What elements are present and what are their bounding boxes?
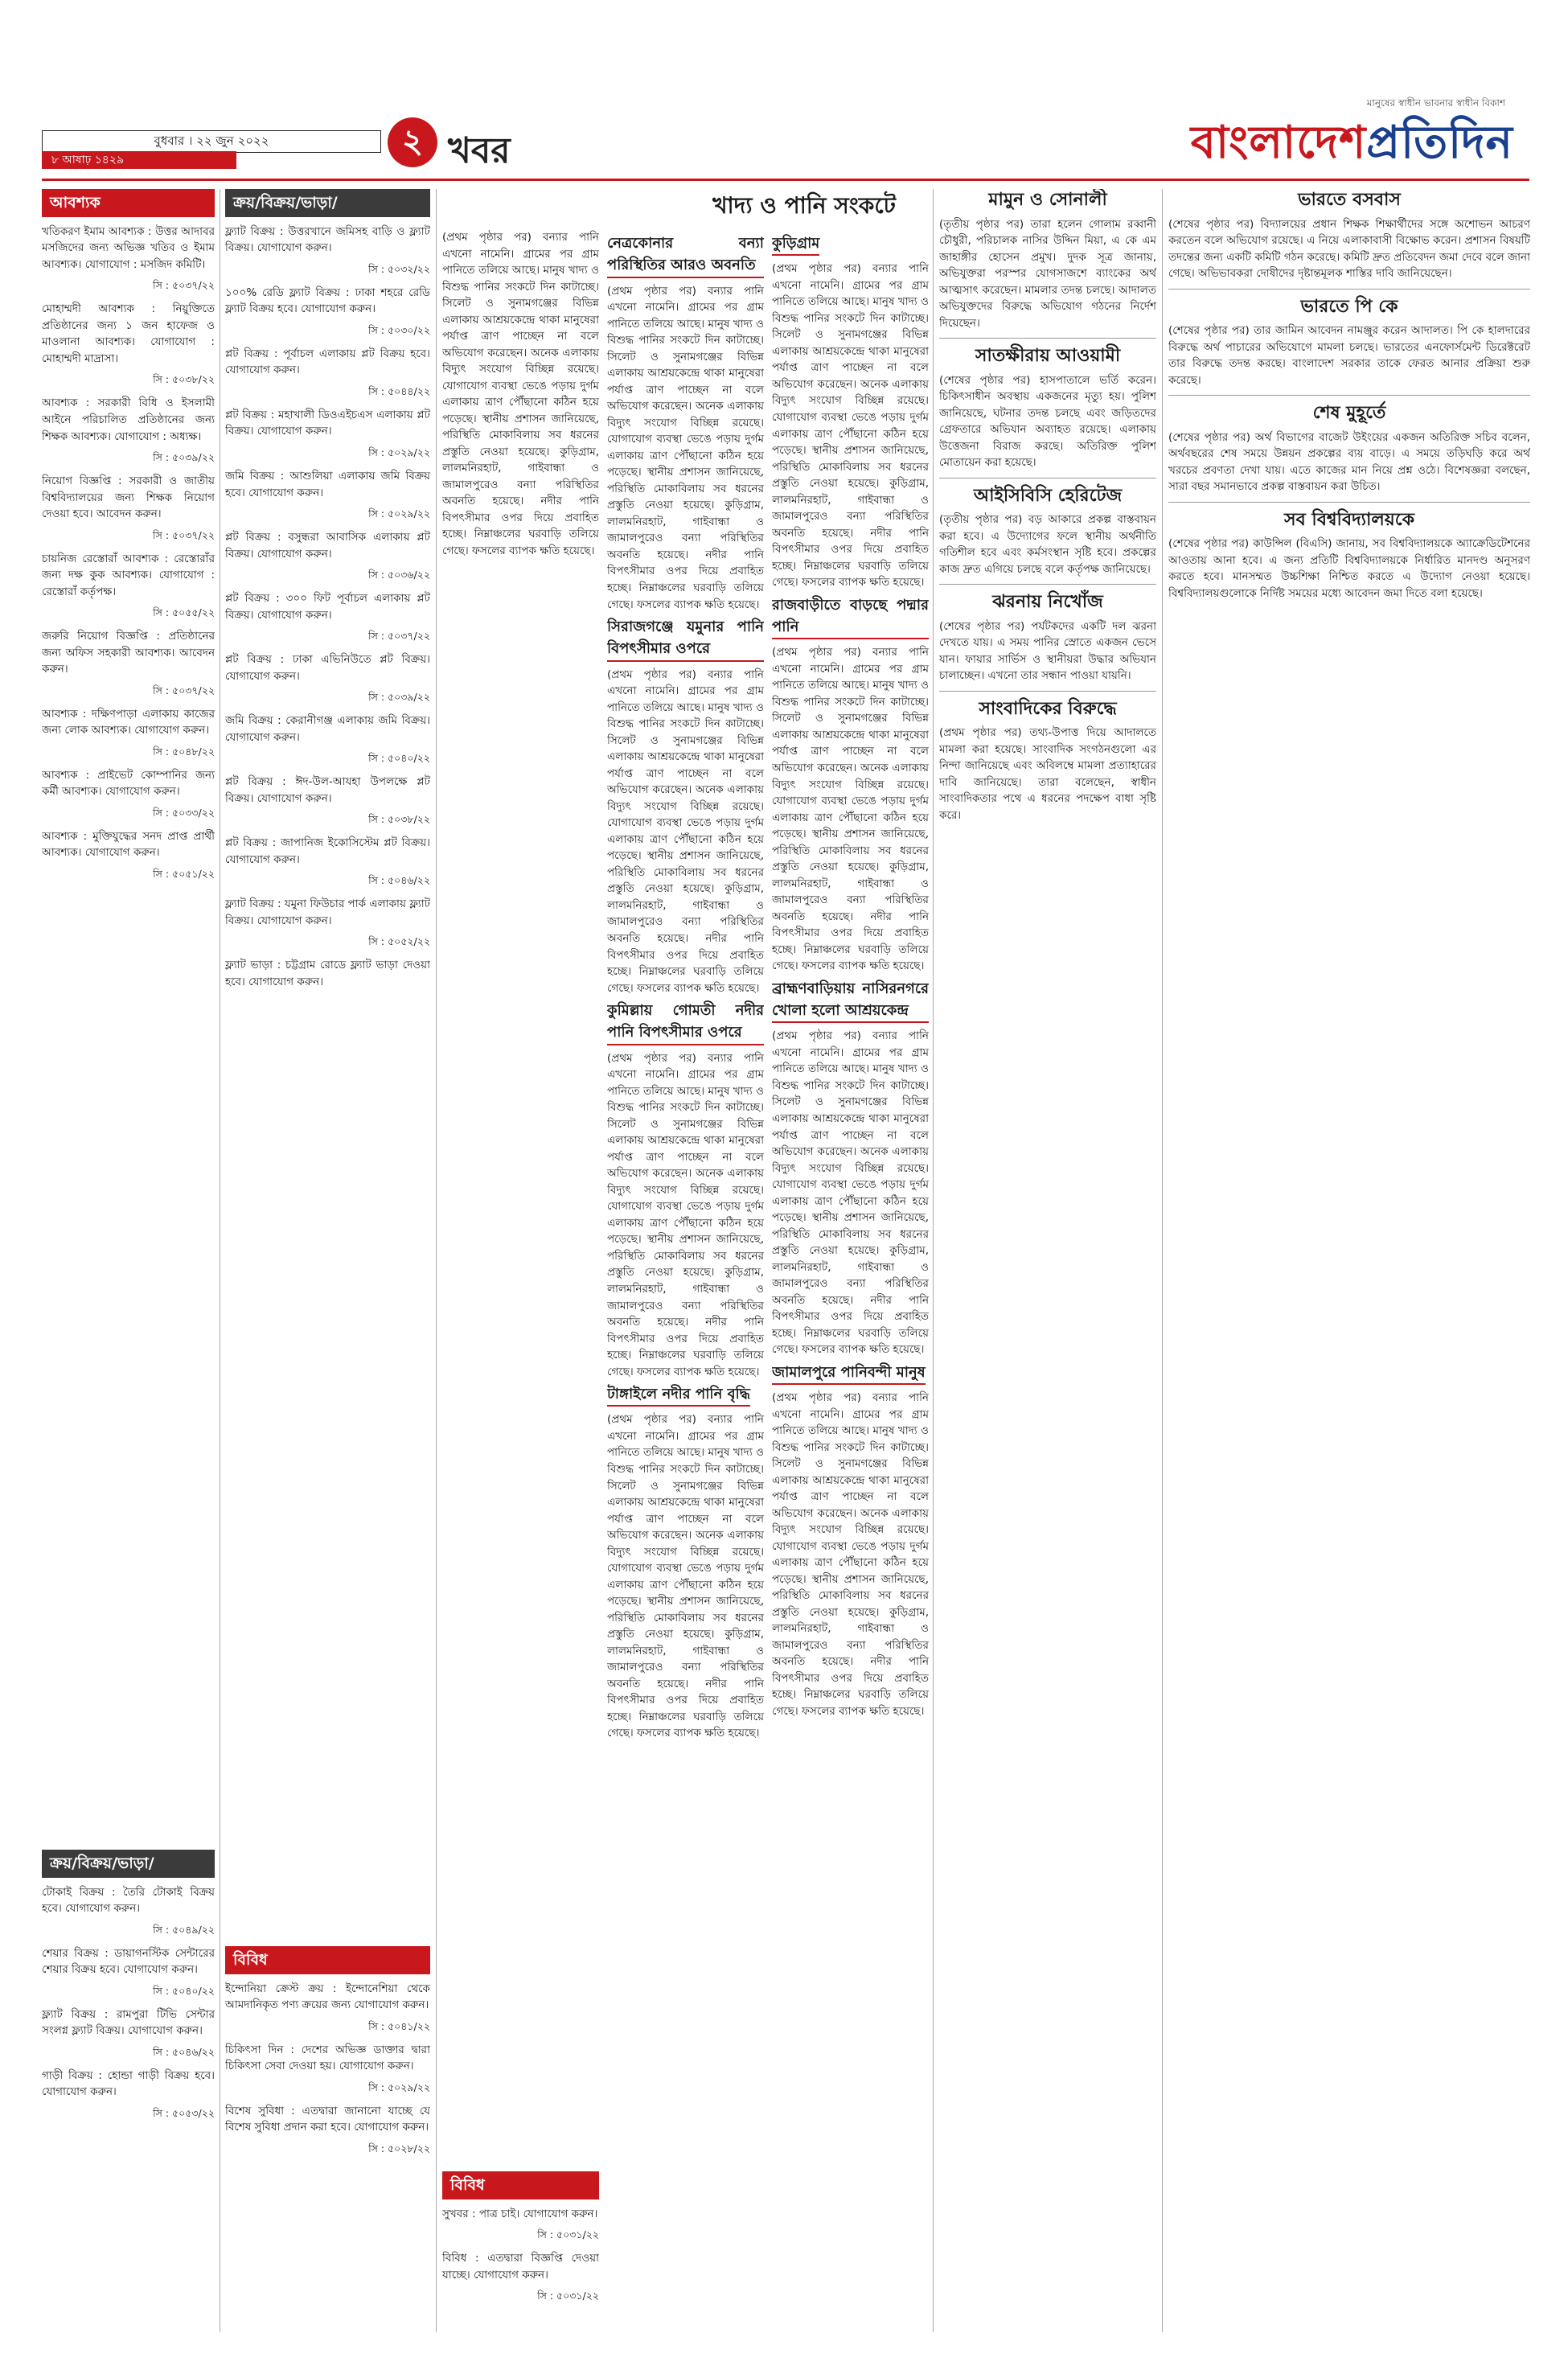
classified-item: আবশ্যক : দক্ষিণপাড়া এলাকায় কাজের জন্য লোক আবশ্যক। যোগাযোগ করুন। [42, 707, 215, 737]
classified-item: গাড়ী বিক্রয় : হোন্ডা গাড়ী বিক্রয় হবে। যোগাযোগ করুন। [42, 2068, 215, 2099]
date-line: বুধবার । ২২ জুন ২০২২ [42, 130, 381, 153]
classified-ref: সি : ৫০২৯/২২ [368, 507, 430, 520]
main-article-subhead: কুড়িগ্রাম [772, 232, 819, 256]
university-title: সব বিশ্ববিদ্যালয়কে [1284, 509, 1414, 530]
classifieds-misc [225, 1946, 430, 2332]
classified-item: নিয়োগ বিজ্ঞপ্তি : সরকারী ও জাতীয় বিশ্ববিদ্যালয়ের জন্য শিক্ষক নিয়োগ দেওয়া হবে। আবেদন করুন। [42, 474, 215, 521]
page-number: ২ [388, 117, 437, 167]
classified-item: সুখবর : পাত্র চাই। যোগাযোগ করুন। [442, 2207, 598, 2220]
main-article-subhead: কুমিল্লায় গোমতী নদীর পানি বিপৎসীমার ওপরে [607, 1000, 764, 1045]
classified-ref: সি : ৫০৩৭/২২ [368, 630, 430, 643]
classified-item: বিবিধ : এতদ্বারা বিজ্ঞপ্তি দেওয়া যাচ্ছে। যোগাযোগ করুন। [442, 2252, 599, 2282]
main-article-subhead: ব্রাহ্মণবাড়িয়ায় নাসিরনগরে খোলা হলো আশ্রয়কেন্দ্র [772, 978, 929, 1024]
heritage-body: (তৃতীয় পৃষ্ঠার পর) বড় আকারে প্রকল্প বাস্তবায়ন করা হবে। এ উদ্যোগের ফলে স্থানীয় অর্থনীতি গতিশীল হবে এবং কর্মসংস্থান সৃষ্টি হবে। প্রকল্পের কাজ দ্রুত এগিয়ে চলছে বলে কর্তৃপক্ষ জানিয়েছে। [939, 513, 1156, 576]
classified-ref: সি : ৫০৩৬/২২ [368, 569, 430, 581]
classified-ref: সি : ৫০৪৮/২২ [153, 745, 215, 758]
classified-item: প্লট বিক্রয় : ঢাকা এভিনিউতে প্লট বিক্রয়। যোগাযোগ করুন। [225, 653, 430, 683]
classified-item: আবশ্যক : প্রাইভেট কোম্পানির জন্য কর্মী আবশ্যক। যোগাযোগ করুন। [42, 768, 215, 799]
classified-item: খতিকরণ ইমাম আবশ্যক : উত্তর আদাবর মসজিদের জন্য অভিজ্ঞ খতিব ও ইমাম আবশ্যক। যোগাযোগ : মসজিদ কমিটি। [42, 224, 215, 271]
classified-item: প্লট বিক্রয় : বসুন্ধরা আবাসিক এলাকায় প্লট বিক্রয়। যোগাযোগ করুন। [225, 531, 430, 561]
classified-ref: সি : ৫০৫১/২২ [153, 867, 215, 880]
classified-item: শেয়ার বিক্রয় : ডায়াগনস্টিক সেন্টারের শেয়ার বিক্রয় হবে। যোগাযোগ করুন। [42, 1946, 215, 1977]
jharna-title: ঝরনায় নিখোঁজ [992, 592, 1103, 613]
classifieds-misc-2-title: বিবিধ [442, 2171, 599, 2199]
right-news-column [1168, 189, 1530, 2332]
classified-ref: সি : ৫০৩৮/২২ [153, 373, 215, 386]
classified-ref: সি : ৫০৫২/২২ [368, 935, 430, 948]
classified-item: চিকিৎসা দিন : দেশের অভিজ্ঞ ডাক্তার দ্বারা চিকিৎসা সেবা দেওয়া হয়। যোগাযোগ করুন। [225, 2043, 430, 2073]
satkhira-title: সাতক্ষীরায় আওয়ামী [975, 346, 1121, 367]
classified-item: প্লট বিক্রয় : জাপানিজ ইকোসিস্টেম প্লট বিক্রয়। যোগাযোগ করুন। [225, 836, 430, 866]
classified-item: জমি বিক্রয় : আশুলিয়া এলাকায় জমি বিক্রয় হবে। যোগাযোগ করুন। [225, 470, 430, 499]
classified-ref: সি : ৫০৩১/২২ [537, 2290, 599, 2302]
classified-ref: সি : ৫০৩৭/২২ [153, 528, 215, 541]
newspaper-logo: বাংলাদেশপ্রতিদিন [1190, 116, 1513, 169]
classifieds-wanted-title: আবশ্যক [42, 189, 215, 217]
jharna-body: (শেষের পৃষ্ঠার পর) পর্যটকদের একটি দল ঝরনা দেখতে যায়। এ সময় পানির স্রোতে একজন ভেসে যান। ফায়ার সার্ভিস ও স্থানীয়রা উদ্ধার অভিযান চালাচ্ছেন। এখনো তার সন্ধান পাওয়া যায়নি। [939, 619, 1156, 683]
classified-item: ফ্ল্যাট বিক্রয় : উত্তরখানে জমিসহ বাড়ি ও ফ্ল্যাট বিক্রয়। যোগাযোগ করুন। [225, 224, 430, 255]
classified-item: প্লট বিক্রয় : ঈদ-উল-আযহা উপলক্ষে প্লট বিক্রয়। যোগাযোগ করুন। [225, 775, 430, 805]
classified-ref: সি : ৫০২৯/২২ [368, 446, 430, 458]
section-title: খবর [448, 130, 511, 171]
classified-item: প্লট বিক্রয় : ৩০০ ফিট পূর্বাচল এলাকায় প্লট বিক্রয়। যোগাযোগ করুন। [225, 592, 430, 622]
main-article-col-1 [442, 229, 599, 2159]
classified-ref: সি : ৫০৩৯/২২ [153, 451, 215, 464]
classified-ref: সি : ৫০৪১/২২ [368, 2019, 430, 2032]
classified-ref: সি : ৫০৩৯/২২ [368, 691, 430, 704]
main-article-col-2: নেত্রকোনার বন্যা পরিস্থিতির আরও অবনতি (প্রথম পৃষ্ঠার পর) বন্যার পানি এখনো নামেনি। গ্রামের পর গ্রাম পানিতে তলিয়ে আছে। মানুষ খাদ্য ও বিশুদ্ধ পানির সংকটে দিন কাটাচ্ছে। সিলেট ও সুনামগঞ্জের বিভিন্ন এলাকায় আশ্রয়কেন্দ্রে থাকা মানুষেরা পর্যাপ্ত ত্রাণ পাচ্ছেন না বলে অভিযোগ করেছেন। অনেক এলাকায় বিদ্যুৎ সংযোগ বিচ্ছিন্ন রয়েছে। যোগাযোগ ব্যবস্থা ভেঙে পড়ায় দুর্গম এলাকায় ত্রাণ পৌঁছানো কঠিন হয়ে পড়েছে। স্থানীয় প্রশাসন জানিয়েছে, পরিস্থিতি মোকাবিলায় সব ধরনের প্রস্তুতি নেওয়া হয়েছে। কুড়িগ্রাম, লালমনিরহাট, গাইবান্ধা ও জামালপুরেও বন্যা পরিস্থিতির অবনতি হয়েছে। নদীর পানি বিপৎসীমার ওপর দিয়ে প্রবাহিত হচ্ছে। নিম্নাঞ্চলের ঘরবাড়ি তলিয়ে গেছে। ফসলের ব্যাপক ক্ষতি হয়েছে। সিরাজগঞ্জে যমুনার পানি বিপৎসীমার ওপরে (প্রথম পৃষ্ঠার পর) বন্যার পানি এখনো নামেনি। গ্রামের পর গ্রাম পানিতে তলিয়ে আছে। মানুষ খাদ্য ও বিশুদ্ধ পানির সংকটে দিন কাটাচ্ছে। সিলেট ও সুনামগঞ্জের বিভিন্ন এলাকায় আশ্রয়কেন্দ্রে থাকা মানুষেরা পর্যাপ্ত ত্রাণ পাচ্ছেন না বলে অভিযোগ করেছেন। অনেক এলাকায় বিদ্যুৎ সংযোগ বিচ্ছিন্ন রয়েছে। যোগাযোগ ব্যবস্থা ভেঙে পড়ায় দুর্গম এলাকায় ত্রাণ পৌঁছানো কঠিন হয়ে পড়েছে। স্থানীয় প্রশাসন জানিয়েছে, পরিস্থিতি মোকাবিলায় সব ধরনের প্রস্তুতি নেওয়া হয়েছে। কুড়িগ্রাম, লালমনিরহাট, গাইবান্ধা ও জামালপুরেও বন্যা পরিস্থিতির অবনতি হয়েছে। নদীর পানি বিপৎসীমার ওপর দিয়ে প্রবাহিত হচ্ছে। নিম্নাঞ্চলের ঘরবাড়ি তলিয়ে গেছে। ফসলের ব্যাপক ক্ষতি হয়েছে। কুমিল্লায় গোমতী নদীর পানি বিপৎসীমার ওপরে (প্রথম পৃষ্ঠার পর) বন্যার পানি এখনো নামেনি। গ্রামের পর গ্রাম পানিতে তলিয়ে আছে। মানুষ খাদ্য ও বিশুদ্ধ পানির সংকটে দিন কাটাচ্ছে। সিলেট ও সুনামগঞ্জের বিভিন্ন এলাকায় আশ্রয়কেন্দ্রে থাকা মানুষেরা পর্যাপ্ত ত্রাণ পাচ্ছেন না বলে অভিযোগ করেছেন। অনেক এলাকায় বিদ্যুৎ সংযোগ বিচ্ছিন্ন রয়েছে। যোগাযোগ ব্যবস্থা ভেঙে পড়ায় দুর্গম এলাকায় ত্রাণ পৌঁছানো কঠিন হয়ে পড়েছে। স্থানীয় প্রশাসন জানিয়েছে, পরিস্থিতি মোকাবিলায় সব ধরনের প্রস্তুতি নেওয়া হয়েছে। কুড়িগ্রাম, লালমনিরহাট, গাইবান্ধা ও জামালপুরেও বন্যা পরিস্থিতির অবনতি হয়েছে। নদীর পানি বিপৎসীমার ওপর দিয়ে প্রবাহিত হচ্ছে। নিম্নাঞ্চলের ঘরবাড়ি তলিয়ে গেছে। ফসলের ব্যাপক ক্ষতি হয়েছে। টাঙ্গাইলে নদীর পানি বৃদ্ধি (প্রথম পৃষ্ঠার পর) বন্যার পানি এখনো নামেনি। গ্রামের পর গ্রাম পানিতে তলিয়ে আছে। মানুষ খাদ্য ও বিশুদ্ধ পানির সংকটে দিন কাটাচ্ছে। সিলেট ও সুনামগঞ্জের বিভিন্ন এলাকায় আশ্রয়কেন্দ্রে থাকা মানুষেরা পর্যাপ্ত ত্রাণ পাচ্ছেন না বলে অভিযোগ করেছেন। অনেক এলাকায় বিদ্যুৎ সংযোগ বিচ্ছিন্ন রয়েছে। যোগাযোগ ব্যবস্থা ভেঙে পড়ায় দুর্গম এলাকায় ত্রাণ পৌঁছানো কঠিন হয়ে পড়েছে। স্থানীয় প্রশাসন জানিয়েছে, পরিস্থিতি মোকাবিলায় সব ধরনের প্রস্তুতি নেওয়া হয়েছে। কুড়িগ্রাম, লালমনিরহাট, গাইবান্ধা ও জামালপুরেও বন্যা পরিস্থিতির অবনতি হয়েছে। নদীর পানি বিপৎসীমার ওপর দিয়ে প্রবাহিত হচ্ছে। নিম্নাঞ্চলের ঘরবাড়ি তলিয়ে গেছে। ফসলের ব্যাপক ক্ষতি হয়েছে। [607, 229, 764, 2159]
classifieds-wanted [42, 189, 215, 1838]
main-article-body: (প্রথম পৃষ্ঠার পর) বন্যার পানি এখনো নামেনি। গ্রামের পর গ্রাম পানিতে তলিয়ে আছে। মানুষ খাদ্য ও বিশুদ্ধ পানির সংকটে দিন কাটাচ্ছে। সিলেট ও সুনামগঞ্জের বিভিন্ন এলাকায় আশ্রয়কেন্দ্রে থাকা মানুষেরা পর্যাপ্ত ত্রাণ পাচ্ছেন না বলে অভিযোগ করেছেন। অনেক এলাকায় বিদ্যুৎ সংযোগ বিচ্ছিন্ন রয়েছে। যোগাযোগ ব্যবস্থা ভেঙে পড়ায় দুর্গম এলাকায় ত্রাণ পৌঁছানো কঠিন হয়ে পড়েছে। স্থানীয় প্রশাসন জানিয়েছে, পরিস্থিতি মোকাবিলায় সব ধরনের প্রস্তুতি নেওয়া হয়েছে। কুড়িগ্রাম, লালমনিরহাট, গাইবান্ধা ও জামালপুরেও বন্যা পরিস্থিতির অবনতি হয়েছে। নদীর পানি বিপৎসীমার ওপর দিয়ে প্রবাহিত হচ্ছে। নিম্নাঞ্চলের ঘরবাড়ি তলিয়ে গেছে। ফসলের ব্যাপক ক্ষতি হয়েছে। [442, 231, 599, 557]
masthead [42, 88, 1529, 185]
header-rule [42, 179, 1529, 181]
classified-ref: সি : ৫০৩০/২২ [368, 323, 430, 336]
classifieds-misc-list [225, 1981, 430, 2156]
india-body: (শেষের পৃষ্ঠার পর) বিদ্যালয়ের প্রধান শিক্ষক শিক্ষার্থীদের সঙ্গে অশোভন আচরণ করতেন বলে অভিযোগ রয়েছে। এ নিয়ে এলাকাবাসী বিক্ষোভ করেন। প্রশাসন বিষয়টি তদন্তের জন্য একটি কমিটি গঠন করেছে। কমিটি দ্রুত প্রতিবেদন জমা দেবে বলে জানা গেছে। অভিভাবকরা দোষীদের দৃষ্টান্তমূলক শাস্তির দাবি জানিয়েছেন। [1168, 217, 1530, 281]
classified-item: ফ্ল্যাট ভাড়া : চট্টগ্রাম রোডে ফ্ল্যাট ভাড়া দেওয়া হবে। যোগাযোগ করুন। [225, 959, 430, 988]
classified-item: প্লট বিক্রয় : পূর্বাচল এলাকায় প্লট বিক্রয় হবে। যোগাযোগ করুন। [225, 347, 430, 377]
pk-body: (শেষের পৃষ্ঠার পর) তার জামিন আবেদন নামঞ্জুর করেন আদালত। পি কে হালদারের বিরুদ্ধে অর্থ পাচারের অভিযোগে মামলা চলছে। ভারতের এনফোর্সমেন্ট ডিরেক্টরেট তার বিরুদ্ধে তদন্ত করছে। বাংলাদেশ সরকার তাকে ফেরত আনার প্রক্রিয়া শুরু করেছে। [1168, 324, 1530, 387]
main-article-subhead: নেত্রকোনার বন্যা পরিস্থিতির আরও অবনতি [607, 232, 764, 278]
side-news-column [939, 189, 1156, 2332]
classified-ref: সি : ৫০৩৭/২২ [153, 684, 215, 696]
classified-ref: সি : ৫০৪৯/২২ [153, 1923, 215, 1936]
main-article-subhead: টাঙ্গাইলে নদীর পানি বৃদ্ধি [607, 1383, 750, 1407]
journalist-title: সাংবাদিকের বিরুদ্ধে [979, 698, 1117, 719]
classified-ref: সি : ৫০৪০/২২ [368, 752, 430, 765]
main-article-subhead: সিরাজগঞ্জে যমুনার পানি বিপৎসীমার ওপরে [607, 616, 764, 662]
mamun-title: মামুন ও সোনালী [988, 190, 1107, 210]
classifieds-sale-title: ক্রয়/বিক্রয়/ভাড়া/ [225, 189, 430, 217]
classified-item: টোকাই বিক্রয় : তৈরি টোকাই বিক্রয় হবে। যোগাযোগ করুন। [42, 1885, 215, 1916]
main-article-subhead: রাজবাড়ীতে বাড়ছে পদ্মার পানি [772, 594, 929, 640]
classified-ref: সি : ৫০৫৫/২২ [153, 606, 215, 619]
heritage-title: আইসিবিসি হেরিটেজ [973, 485, 1123, 506]
classified-ref: সি : ৫০২৯/২২ [368, 2080, 430, 2093]
logo-tagline: মানুষের স্বাধীন ভাবনার স্বাধীন বিকাশ [1366, 97, 1505, 109]
university-body: (শেষের পৃষ্ঠার পর) কাউন্সিল (বিএসি) জানায়, সব বিশ্ববিদ্যালয়কে অ্যাক্রেডিটেশনের আওতায় আনা হবে। এ জন্য প্রতিটি বিশ্ববিদ্যালয়কে নির্ধারিত মানদণ্ড অনুসরণ করতে হবে। মানসম্মত উচ্চশিক্ষা নিশ্চিত করতে এ উদ্যোগ নেওয়া হয়েছে। বিশ্ববিদ্যালয়গুলোকে নির্দিষ্ট সময়ের মধ্যে আবেদন জমা দিতে বলা হয়েছে। [1168, 537, 1530, 600]
satkhira-body: (শেষের পৃষ্ঠার পর) হাসপাতালে ভর্তি করেন। চিকিৎসাধীন অবস্থায় একজনের মৃত্যু হয়। পুলিশ জানিয়েছে, ঘটনার তদন্ত চলছে এবং জড়িতদের গ্রেফতারে অভিযান অব্যাহত রয়েছে। এলাকায় উত্তেজনা বিরাজ করছে। অতিরিক্ত পুলিশ মোতায়েন করা হয়েছে। [939, 373, 1156, 470]
classified-item: জরুরি নিয়োগ বিজ্ঞপ্তি : প্রতিষ্ঠানের জন্য অফিস সহকারী আবশ্যক। আবেদন করুন। [42, 630, 215, 676]
classified-ref: সি : ৫০২৮/২২ [368, 2142, 430, 2154]
classified-item: চায়নিজ রেস্তোরাঁ আবশ্যক : রেস্তোরাঁর জন্য দক্ষ কুক আবশ্যক। যোগাযোগ : রেস্তোরাঁ কর্তৃপক্ষ। [42, 552, 215, 598]
classifieds-sale-list [225, 224, 430, 990]
classified-item: মোহাম্মদী আবশ্যক : নিয়ুক্তিতে প্রতিষ্ঠানের জন্য ১ জন হাফেজ ও মাওলানা আবশ্যক। যোগাযোগ : মোহাম্মদী মাদ্রাসা। [42, 302, 215, 365]
classified-item: প্লট বিক্রয় : মহাখালী ডিওএইচএস এলাকায় প্লট বিক্রয়। যোগাযোগ করুন। [225, 408, 430, 438]
classified-ref: সি : ৫০৩২/২২ [368, 262, 430, 275]
classified-ref: সি : ৫০৪৪/২২ [368, 384, 430, 397]
classified-item: ১০০% রেডি ফ্ল্যাট বিক্রয় : ঢাকা শহরে রেডি ফ্ল্যাট বিক্রয় হবে। যোগাযোগ করুন। [225, 285, 430, 316]
classified-ref: সি : ৫০৩৭/২২ [153, 279, 215, 292]
last-moment-body: (শেষের পৃষ্ঠার পর) অর্থ বিভাগের বাজেট উইংয়ের একজন অতিরিক্ত সচিব বলেন, অর্থবছরের শেষ সময়ে উন্নয়ন প্রকল্পের ব্যয় বাড়ে। এ সময়ে তড়িঘড়ি করে অর্থ খরচের প্রবণতা দেখা যায়। এতে কাজের মান নিয়ে প্রশ্ন ওঠে। বিশেষজ্ঞরা বলছেন, সারা বছর সমানভাবে প্রকল্প বাস্তবায়ন করা উচিত। [1168, 430, 1530, 494]
classified-ref: সি : ৫০৫৩/২২ [153, 2107, 215, 2119]
classifieds-sale-bottom-title: ক্রয়/বিক্রয়/ভাড়া/ [42, 1850, 215, 1878]
india-title: ভারতে বসবাস [1298, 190, 1401, 210]
classified-item: ইন্দোনিয়া ক্রেস্ট ক্রয় : ইন্দোনেশিয়া থেকে আমদানিকৃত পণ্য ক্রয়ের জন্য যোগাযোগ করুন। [225, 1982, 430, 2012]
classified-ref: সি : ৫০৪০/২২ [153, 1984, 215, 1997]
main-article-title: খাদ্য ও পানি সংকটে [712, 192, 896, 219]
classified-ref: সি : ৫০৩১/২২ [537, 2228, 599, 2241]
classified-ref: সি : ৫০৪৬/২২ [153, 2045, 215, 2058]
main-article-subhead: জামালপুরে পানিবন্দী মানুষ [772, 1362, 926, 1385]
classifieds-sale [225, 189, 430, 1934]
classified-item: বিশেষ সুবিধা : এতদ্বারা জানানো যাচ্ছে যে বিশেষ সুবিধা প্রদান করা হবে। যোগাযোগ করুন। [225, 2104, 430, 2134]
main-article-col-3: কুড়িগ্রাম (প্রথম পৃষ্ঠার পর) বন্যার পানি এখনো নামেনি। গ্রামের পর গ্রাম পানিতে তলিয়ে আছে। মানুষ খাদ্য ও বিশুদ্ধ পানির সংকটে দিন কাটাচ্ছে। সিলেট ও সুনামগঞ্জের বিভিন্ন এলাকায় আশ্রয়কেন্দ্রে থাকা মানুষেরা পর্যাপ্ত ত্রাণ পাচ্ছেন না বলে অভিযোগ করেছেন। অনেক এলাকায় বিদ্যুৎ সংযোগ বিচ্ছিন্ন রয়েছে। যোগাযোগ ব্যবস্থা ভেঙে পড়ায় দুর্গম এলাকায় ত্রাণ পৌঁছানো কঠিন হয়ে পড়েছে। স্থানীয় প্রশাসন জানিয়েছে, পরিস্থিতি মোকাবিলায় সব ধরনের প্রস্তুতি নেওয়া হয়েছে। কুড়িগ্রাম, লালমনিরহাট, গাইবান্ধা ও জামালপুরেও বন্যা পরিস্থিতির অবনতি হয়েছে। নদীর পানি বিপৎসীমার ওপর দিয়ে প্রবাহিত হচ্ছে। নিম্নাঞ্চলের ঘরবাড়ি তলিয়ে গেছে। ফসলের ব্যাপক ক্ষতি হয়েছে। রাজবাড়ীতে বাড়ছে পদ্মার পানি (প্রথম পৃষ্ঠার পর) বন্যার পানি এখনো নামেনি। গ্রামের পর গ্রাম পানিতে তলিয়ে আছে। মানুষ খাদ্য ও বিশুদ্ধ পানির সংকটে দিন কাটাচ্ছে। সিলেট ও সুনামগঞ্জের বিভিন্ন এলাকায় আশ্রয়কেন্দ্রে থাকা মানুষেরা পর্যাপ্ত ত্রাণ পাচ্ছেন না বলে অভিযোগ করেছেন। অনেক এলাকায় বিদ্যুৎ সংযোগ বিচ্ছিন্ন রয়েছে। যোগাযোগ ব্যবস্থা ভেঙে পড়ায় দুর্গম এলাকায় ত্রাণ পৌঁছানো কঠিন হয়ে পড়েছে। স্থানীয় প্রশাসন জানিয়েছে, পরিস্থিতি মোকাবিলায় সব ধরনের প্রস্তুতি নেওয়া হয়েছে। কুড়িগ্রাম, লালমনিরহাট, গাইবান্ধা ও জামালপুরেও বন্যা পরিস্থিতির অবনতি হয়েছে। নদীর পানি বিপৎসীমার ওপর দিয়ে প্রবাহিত হচ্ছে। নিম্নাঞ্চলের ঘরবাড়ি তলিয়ে গেছে। ফসলের ব্যাপক ক্ষতি হয়েছে। ব্রাহ্মণবাড়িয়ায় নাসিরনগরে খোলা হলো আশ্রয়কেন্দ্র (প্রথম পৃষ্ঠার পর) বন্যার পানি এখনো নামেনি। গ্রামের পর গ্রাম পানিতে তলিয়ে আছে। মানুষ খাদ্য ও বিশুদ্ধ পানির সংকটে দিন কাটাচ্ছে। সিলেট ও সুনামগঞ্জের বিভিন্ন এলাকায় আশ্রয়কেন্দ্রে থাকা মানুষেরা পর্যাপ্ত ত্রাণ পাচ্ছেন না বলে অভিযোগ করেছেন। অনেক এলাকায় বিদ্যুৎ সংযোগ বিচ্ছিন্ন রয়েছে। যোগাযোগ ব্যবস্থা ভেঙে পড়ায় দুর্গম এলাকায় ত্রাণ পৌঁছানো কঠিন হয়ে পড়েছে। স্থানীয় প্রশাসন জানিয়েছে, পরিস্থিতি মোকাবিলায় সব ধরনের প্রস্তুতি নেওয়া হয়েছে। কুড়িগ্রাম, লালমনিরহাট, গাইবান্ধা ও জামালপুরেও বন্যা পরিস্থিতির অবনতি হয়েছে। নদীর পানি বিপৎসীমার ওপর দিয়ে প্রবাহিত হচ্ছে। নিম্নাঞ্চলের ঘরবাড়ি তলিয়ে গেছে। ফসলের ব্যাপক ক্ষতি হয়েছে। জামালপুরে পানিবন্দী মানুষ (প্রথম পৃষ্ঠার পর) বন্যার পানি এখনো নামেনি। গ্রামের পর গ্রাম পানিতে তলিয়ে আছে। মানুষ খাদ্য ও বিশুদ্ধ পানির সংকটে দিন কাটাচ্ছে। সিলেট ও সুনামগঞ্জের বিভিন্ন এলাকায় আশ্রয়কেন্দ্রে থাকা মানুষেরা পর্যাপ্ত ত্রাণ পাচ্ছেন না বলে অভিযোগ করেছেন। অনেক এলাকায় বিদ্যুৎ সংযোগ বিচ্ছিন্ন রয়েছে। যোগাযোগ ব্যবস্থা ভেঙে পড়ায় দুর্গম এলাকায় ত্রাণ পৌঁছানো কঠিন হয়ে পড়েছে। স্থানীয় প্রশাসন জানিয়েছে, পরিস্থিতি মোকাবিলায় সব ধরনের প্রস্তুতি নেওয়া হয়েছে। কুড়িগ্রাম, লালমনিরহাট, গাইবান্ধা ও জামালপুরেও বন্যা পরিস্থিতির অবনতি হয়েছে। নদীর পানি বিপৎসীমার ওপর দিয়ে প্রবাহিত হচ্ছে। নিম্নাঞ্চলের ঘরবাড়ি তলিয়ে গেছে। ফসলের ব্যাপক ক্ষতি হয়েছে। [772, 229, 929, 2159]
classifieds-sale-bottom-list [42, 1884, 215, 2121]
last-moment-title: শেষ মুহূর্তে [1312, 403, 1386, 424]
classified-item: ফ্ল্যাট বিক্রয় : রামপুরা টিভি সেন্টার সংলগ্ন ফ্ল্যাট বিক্রয়। যোগাযোগ করুন। [42, 2007, 215, 2038]
classified-item: জমি বিক্রয় : কেরানীগঞ্জ এলাকায় জমি বিক্রয়। যোগাযোগ করুন। [225, 714, 430, 744]
classified-item: আবশ্যক : সরকারী বিধি ও ইসলামী আইনে পরিচালিত প্রতিষ্ঠানের জন্য শিক্ষক আবশ্যক। যোগাযোগ : অধ্যক্ষ। [42, 396, 215, 443]
classified-item: ফ্ল্যাট বিক্রয় : যমুনা ফিউচার পার্ক এলাকায় ফ্ল্যাট বিক্রয়। যোগাযোগ করুন। [225, 897, 430, 927]
classified-ref: সি : ৫০৩৮/২২ [368, 813, 430, 826]
classified-ref: সি : ৫০৪৬/২২ [368, 874, 430, 887]
classifieds-wanted-list [42, 224, 215, 881]
classifieds-misc-2 [442, 2171, 599, 2332]
classifieds-sale-bottom [42, 1850, 215, 2332]
classified-item: আবশ্যক : মুক্তিযুদ্ধের সনদ প্রাপ্ত প্রার্থী আবশ্যক। যোগাযোগ করুন। [42, 829, 215, 860]
mamun-body: (তৃতীয় পৃষ্ঠার পর) তারা হলেন গোলাম রব্বানী চৌধুরী, পরিচালক নাসির উদ্দিন মিয়া, এ কে এম জাহাঙ্গীর হোসেন প্রমুখ। দুদক সূত্র জানায়, অভিযুক্তরা পরস্পর যোগসাজশে ব্যাংকের অর্থ আত্মসাৎ করেছেন। মামলার তদন্ত চলছে। আদালত অভিযুক্তদের বিরুদ্ধে অভিযোগ গঠনের নির্দেশ দিয়েছেন। [939, 217, 1156, 330]
bangla-date: ৮ আষাঢ় ১৪২৯ [42, 151, 236, 169]
journalist-body: (প্রথম পৃষ্ঠার পর) তথ্য-উপাত্ত দিয়ে আদালতে মামলা করা হয়েছে। সাংবাদিক সংগঠনগুলো এর নিন্দা জানিয়েছে এবং অবিলম্বে মামলা প্রত্যাহারের দাবি জানিয়েছে। তারা বলেছেন, স্বাধীন সাংবাদিকতার পথে এ ধরনের পদক্ষেপ বাধা সৃষ্টি করে। [939, 726, 1156, 822]
classifieds-misc-title: বিবিধ [225, 1946, 430, 1974]
pk-title: ভারতে পি কে [1300, 296, 1398, 317]
classified-ref: সি : ৫০৩৩/২২ [153, 806, 215, 819]
